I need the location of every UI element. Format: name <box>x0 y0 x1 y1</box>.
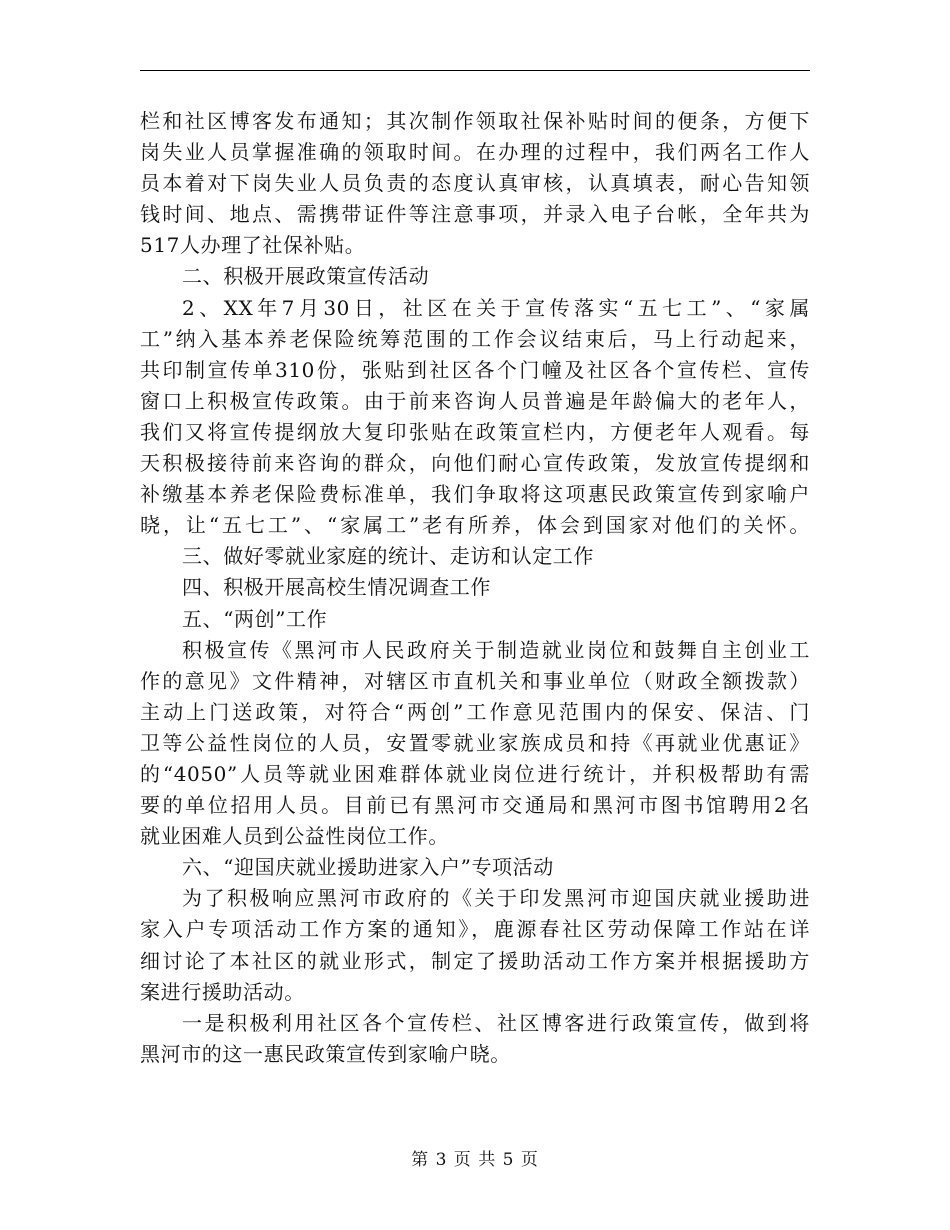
text-line: 卫等公益性岗位的人员，安置零就业家族成员和持《再就业优惠证》 <box>140 730 810 755</box>
text-line: 晓，让“五七工”、“家属工”老有所养，体会到国家对他们的关怀。 <box>140 513 810 538</box>
text-line: 我们又将宣传提纲放大复印张贴在政策宣栏内，方便老年人观看。每 <box>140 419 810 444</box>
text-line: 一是积极利用社区各个宣传栏、社区博客进行政策宣传，做到将 <box>182 1010 810 1035</box>
text-line: 要的单位招用人员。目前已有黑河市交通局和黑河市图书馆聘用2名 <box>140 793 810 818</box>
text-line: 517人办理了社保补贴。 <box>140 233 366 258</box>
text-line: 案进行援助活动。 <box>140 979 305 1004</box>
text-line: 补缴基本养老保险费标准单，我们争取将这项惠民政策宣传到家喻户 <box>140 482 810 507</box>
text-line: 黑河市的这一惠民政策宣传到家喻户晓。 <box>140 1041 511 1066</box>
text-line: 窗口上积极宣传政策。由于前来咨询人员普遍是年龄偏大的老年人， <box>140 388 810 413</box>
text-line: 四、积极开展高校生情况调查工作 <box>182 575 491 600</box>
text-line: 细讨论了本社区的就业形式，制定了援助活动工作方案并根据援助方 <box>140 948 810 973</box>
text-line: 员本着对下岗失业人员负责的态度认真审核，认真填表，耐心告知领 <box>140 171 810 196</box>
text-line: 的“4050”人员等就业困难群体就业岗位进行统计，并积极帮助有需 <box>140 761 810 786</box>
text-line: 天积极接待前来咨询的群众，向他们耐心宣传政策，发放宣传提纲和 <box>140 451 810 476</box>
text-line: 工”纳入基本养老保险统筹范围的工作会议结束后，马上行动起来， <box>140 326 810 351</box>
text-line: 共印制宣传单310份，张贴到社区各个门幢及社区各个宣传栏、宣传 <box>140 357 810 382</box>
text-line: 积极宣传《黑河市人民政府关于制造就业岗位和鼓舞自主创业工 <box>182 637 810 662</box>
text-line: 就业困难人员到公益性岗位工作。 <box>140 824 449 849</box>
text-line: 六、“迎国庆就业援助进家入户”专项活动 <box>182 855 554 880</box>
text-line: 作的意见》文件精神，对辖区市直机关和事业单位（财政全额拨款） <box>140 668 810 693</box>
text-line: 二、积极开展政策宣传活动 <box>182 264 430 289</box>
text-line: 栏和社区博客发布通知；其次制作领取社保补贴时间的便条，方便下 <box>140 109 810 133</box>
text-line: 主动上门送政策，对符合“两创”工作意见范围内的保安、保洁、门 <box>140 699 810 724</box>
text-line: 五、“两创”工作 <box>182 606 328 631</box>
text-line: 三、做好零就业家庭的统计、走访和认定工作 <box>182 544 594 569</box>
text-line: 家入户专项活动工作方案的通知》，鹿源春社区劳动保障工作站在详 <box>140 917 810 942</box>
text-line: 钱时间、地点、需携带证件等注意事项，并录入电子台帐，全年共为 <box>140 202 810 227</box>
text-line: 为了积极响应黑河市政府的《关于印发黑河市迎国庆就业援助进 <box>182 886 810 911</box>
text-line: 岗失业人员掌握准确的领取时间。在办理的过程中，我们两名工作人 <box>140 140 810 165</box>
text-line: 2、XX年7月30日，社区在关于宣传落实“五七工”、“家属 <box>182 295 810 320</box>
page-footer: 第 3 页 共 5 页 <box>411 1150 539 1170</box>
document-body <box>140 106 810 1070</box>
header-rule <box>140 70 810 71</box>
